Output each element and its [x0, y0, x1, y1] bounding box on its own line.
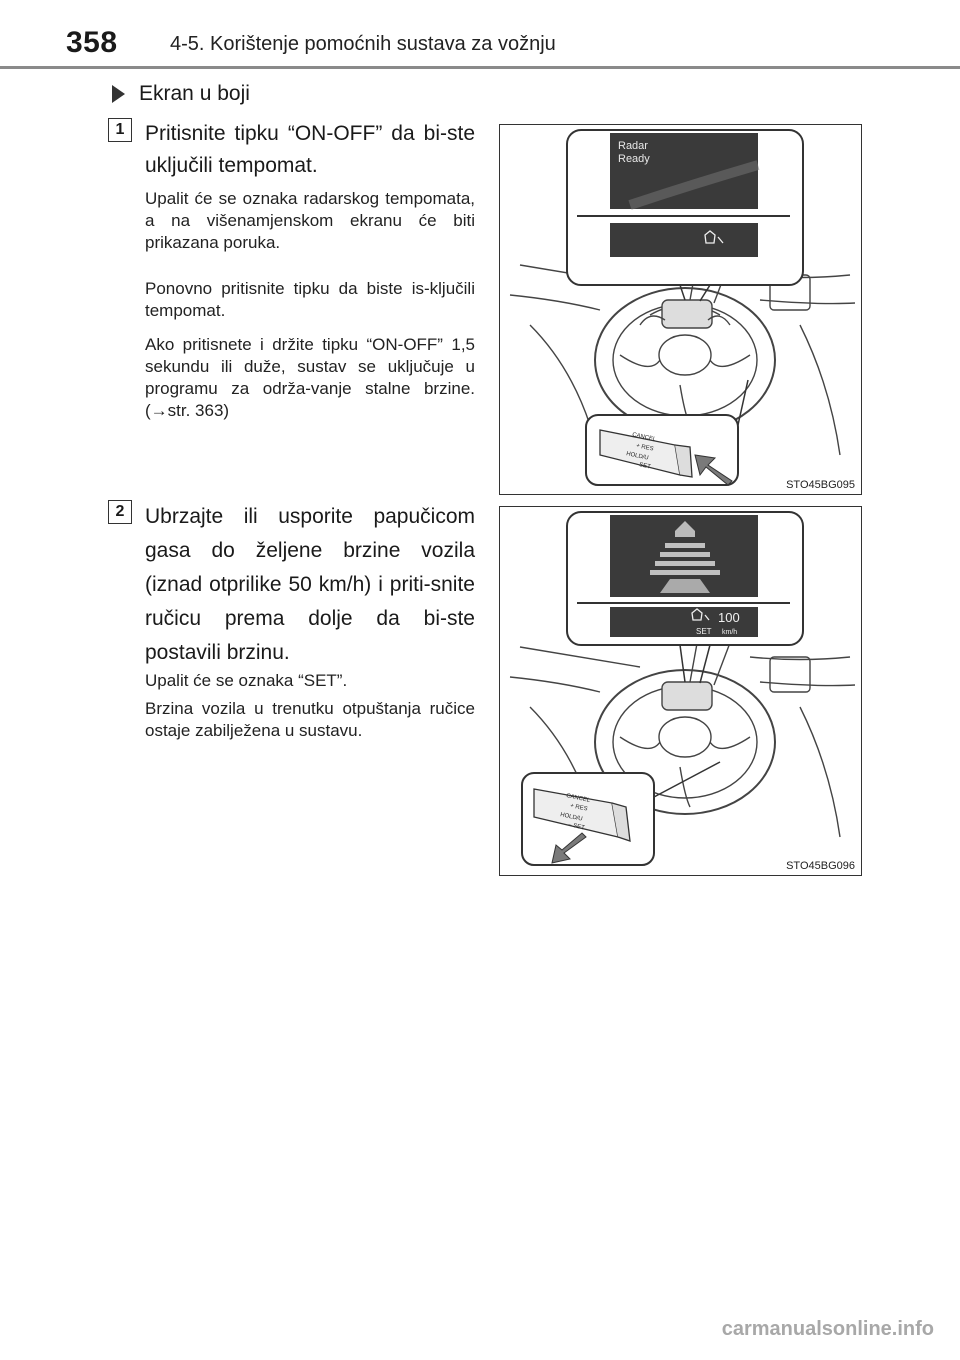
- step-badge-2: 2: [108, 500, 132, 524]
- step-note-2a: Upalit će se oznaka “SET”.: [145, 671, 348, 690]
- page-number: 358: [66, 26, 118, 59]
- step-note-1c: Ako pritisnete i držite tipku “ON-OFF” 1,5 sekundu ili duže, sustav se uključuje u programu za održa-vanje stalne brzine. (→str. 363): [145, 335, 475, 420]
- section-heading: [112, 82, 250, 106]
- speed-set-label: SET: [696, 627, 712, 636]
- step-note-2b: Brzina vozila u trenutku otpuštanja ručice ostaje zabilježena u sustavu.: [145, 699, 475, 740]
- speed-value: 100: [718, 610, 740, 625]
- lever-label-set: – SET: [633, 461, 652, 471]
- figure-code-2: STO45BG096: [786, 860, 855, 872]
- figure-step-2: [499, 506, 862, 876]
- display-text-radar: Radar: [618, 140, 648, 152]
- section-heading-text: Ekran u boji: [139, 82, 250, 105]
- step-badge-1: 1: [108, 118, 132, 142]
- step-instruction-2: Ubrzajte ili usporite papučicom gasa do željene brzine vozila (iznad otprilike 50 km/h) i priti-snite ručicu prema dolje da bi-ste postavili brzinu.: [145, 505, 475, 664]
- triangle-bullet-icon: [112, 85, 125, 103]
- display-text-ready: Ready: [618, 153, 650, 165]
- lever-label-res: + RES: [635, 443, 654, 453]
- lever-label-cancel: CANCEL: [565, 793, 591, 805]
- figure-step-1: [499, 124, 862, 495]
- lever-label-hold: HOLD/U: [559, 812, 584, 823]
- watermark: carmanualsonline.info: [721, 1318, 934, 1340]
- header-rule: [0, 66, 960, 69]
- lever-label-set: – SET: [567, 822, 586, 832]
- figure-code-1: STO45BG095: [786, 479, 855, 491]
- step-instruction-1: Pritisnite tipku “ON-OFF” da bi-ste uključili tempomat.: [145, 122, 475, 177]
- lever-label-hold: HOLD/U: [625, 451, 650, 462]
- lever-label-res: + RES: [569, 803, 588, 813]
- step-note-1b: Ponovno pritisnite tipku da biste is-ključili tempomat.: [145, 279, 475, 320]
- step-note-1a: Upalit će se oznaka radarskog tempomata, a na višenamjenskom ekranu će biti prikazana poruka.: [145, 189, 475, 252]
- speed-unit: km/h: [722, 629, 738, 636]
- lever-label-cancel: CANCEL: [631, 432, 657, 444]
- header-title: 4-5. Korištenje pomoćnih sustava za vožnju: [170, 33, 556, 55]
